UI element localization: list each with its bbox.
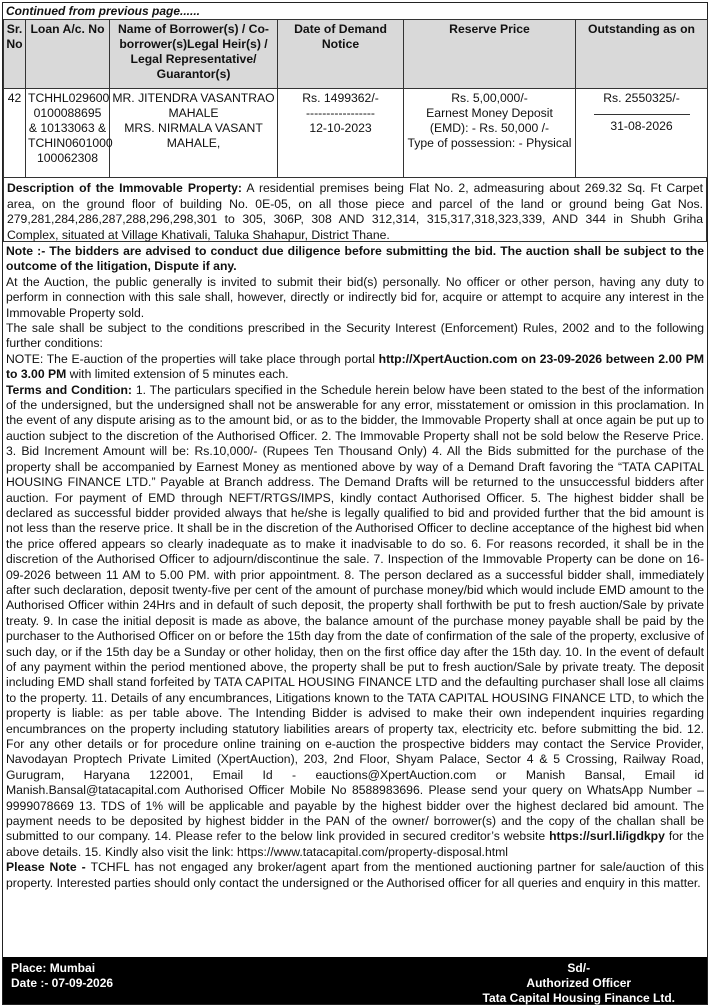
please-note-label: Please Note - xyxy=(6,860,91,875)
term-5: 5. The highest bidder shall be declared as successful bidder provided always that he/she is legally qualified to bid and provided further that the bid amount is not less than the reserve price. It shall be in the discretion of the Authorised Officer to decline acceptance of the highest bid when the price offered appears so clearly inadequate as to make it inadvisable to do so. xyxy=(6,490,704,551)
sd: Sd/- xyxy=(567,961,591,975)
header-loan: Loan A/c. No xyxy=(26,20,110,89)
auction-notice xyxy=(2,2,708,1005)
place: Place: Mumbai xyxy=(11,961,96,975)
terms-label: Terms and Condition: xyxy=(6,382,136,397)
term-14-prefix: 14. Please refer to the below link provided in secured creditor’s website xyxy=(154,829,550,844)
please-note xyxy=(6,860,704,891)
cell-demand xyxy=(278,89,404,178)
term-10: 10. In the event of default of any payment within the period mentioned above, the property shall be put to fresh auction/Sale by private treaty. The deposit including EMD shall stand forfeited by TATA CAPITAL HOUSING FINANCE LTD and the defaulting purchaser shall lose all claims to the property. xyxy=(6,644,704,705)
header-reserve: Reserve Price xyxy=(404,20,576,89)
due-diligence-note: Note :- The bidders are advised to conduct due diligence before submitting the bid. The auction shall be subject to the outcome of the litigation, Dispute if any. xyxy=(6,244,704,274)
demand-date: 12-10-2023 xyxy=(309,121,372,135)
eauction-suffix: with limited extension of 5 minutes each. xyxy=(66,367,289,382)
eauction-portal: http://XpertAuction.com on 23-09-2026 between 2.00 PM to 3.00 PM xyxy=(6,351,704,382)
cell-outstanding xyxy=(576,89,708,178)
table-row xyxy=(4,89,708,178)
company-name: Tata Capital Housing Finance Ltd. xyxy=(482,991,675,1005)
footer-right xyxy=(483,961,675,1006)
term-6: 6. For reasons recorded, it shall be in the discretion of the Authorised Officer to adjourn/discontinue the sale. xyxy=(6,536,704,567)
header-outstanding: Outstanding as on xyxy=(576,20,708,89)
schedule-table xyxy=(3,19,708,178)
eauction-note xyxy=(6,352,704,383)
demand-amount: Rs. 1499362/- xyxy=(302,91,379,105)
cell-reserve xyxy=(404,89,576,178)
cell-borrower xyxy=(110,89,278,178)
term-9: 9. In case the initial deposit is made as above, the balance amount of the purchase money payable shall be paid by the purchaser to the Authorised Officer on or before the 15th day from the date of confirmation of the sale of the property, exclusive of such day, or if the 15th day be a Sunday or other holiday, then on the first office day after the 15th day. xyxy=(6,613,704,659)
table-header-row xyxy=(4,20,708,89)
term-7: 7. Inspection of the Immovable Property can be done on 16-09-2026 between 11 AM to 5.00 PM. with prior appointment. xyxy=(6,552,705,582)
term-14-link[interactable]: https://surl.li/igdkpy xyxy=(549,829,665,844)
continued-label: Continued from previous page...... xyxy=(6,4,201,18)
demand-separator: ----------------- xyxy=(306,106,375,120)
term-15: 15. Kindly also visit the link: https://www.tatacapital.com/property-disposal.html xyxy=(84,844,508,859)
date: Date :- 07-09-2026 xyxy=(11,976,114,990)
please-note-text: TCHFL has not engaged any broker/agent apart from the mentioned auctioning partner for sale/auction of this property. Interested parties should only contact the undersigned or the Authorised officer for all queries and enquiry in this matter. xyxy=(6,860,704,890)
outstanding-date: 31-08-2026 xyxy=(610,119,673,133)
term-4: 4. All the Bids submitted for the purchase of the property shall be accompanied by Earnest Money as mentioned above by way of a Demand Draft favoring the “TATA CAPITAL HOUSING FINANCE LTD.” Payable at Branch address. The Demand Drafts will be returned to the unsuccessful bidders after auction. For payment of EMD through NEFT/RTGS/IMPS, kindly contact Authorised Officer. xyxy=(6,444,704,505)
term-2: 2. The Immovable Property shall not be sold below the Reserve Price. xyxy=(321,428,704,443)
term-13: 13. TDS of 1% will be applicable and payable by the highest bidder over the highest declared bid amount. The payment needs to be deposited by highest bidder in the PAN of the owner/ borrower(s) and the copy of the challan shall be submitted to our company. xyxy=(6,798,704,844)
cell-loan: TCHHL029600 0100088695 & 10133063 & TCHIN0601000 100062308 xyxy=(26,89,110,178)
outstanding-amount: Rs. 2550325/- xyxy=(603,91,680,105)
term-14-suffix: for the above details. xyxy=(6,829,705,859)
term-12: 12. For any other details or for procedure online training on e-auction the prospective bidders may contact the Service Provider, Navodayan Proptech Private Limited (XpertAuction), 203, 2nd Floor, Shyam Palace, Sector 4 & 5 Crossing, Railway Road, Gurugram, Haryana 122001, Email Id - eauctions@XpertAuction.com or Manish Bansal, Email id Manish.Bansal@tatacapital.com Authorised Officer Mobile No 8588983696. Please send your query on WhatsApp Number – 9999078669 xyxy=(6,721,704,813)
term-11: 11. Details of any encumbrances, Litigations known to the TATA CAPITAL HOUSING FINANCE LTD, to which the property is liable: as per table above. The Intending Bidder is advised to make their own independent inquiries regarding encumbrances on the property including statutory liabilities arears of property tax, electricity etc. before submitting the bid. xyxy=(6,690,704,736)
cell-sr: 42 xyxy=(4,89,26,178)
signature-footer xyxy=(3,957,707,1004)
outstanding-underline xyxy=(594,108,690,115)
term-3: 3. Bid Increment Amount will be: Rs.10,000/- (Rupees Ten Thousand Only) xyxy=(6,444,433,459)
header-sr: Sr. No xyxy=(4,20,26,89)
notice-body xyxy=(3,242,707,891)
description-text: A residential premises being Flat No. 2, admeasuring about 269.32 Sq. Ft Carpet area, on the ground floor of building No. 0E-05, on all those piece and parcel of the land or ground being Gat Nos. 279,281,284,286,287,288,296,298,301 to 305, 306P, 308 AND 312,314, 315,317,318,323,339, AND 344 in Shubh Griha Complex, situated at Village Khativali, Taluka Shahapur, District Thane. xyxy=(7,181,704,242)
term-8: 8. The person declared as a successful bidder shall, immediately after such declaration, deposit twenty-five per cent of the amount of purchase money/bid which would include EMD amount to the Authorised Officer within 24Hrs and in default of such deposit, the property shall forthwith be put to fresh auction/Sale by private treaty. xyxy=(6,567,704,628)
eauction-prefix: NOTE: The E-auction of the properties will take place through portal xyxy=(6,351,379,366)
borrower-1: MR. JITENDRA VASANTRAO MAHALE xyxy=(112,91,275,120)
borrower-2: MRS. NIRMALA VASANT MAHALE, xyxy=(124,121,263,150)
emd-amount: Earnest Money Deposit (EMD): - Rs. 50,000 /- xyxy=(426,106,553,135)
authorized-officer: Authorized Officer xyxy=(526,976,632,990)
possession-type: Type of possession: - Physical xyxy=(407,136,572,150)
conditions-paragraph: The sale shall be subject to the conditions prescribed in the Security Interest (Enforcement) Rules, 2002 and to the following further conditions: xyxy=(6,321,704,351)
header-demand: Date of Demand Notice xyxy=(278,20,404,89)
description-label: Description of the Immovable Property: xyxy=(7,181,242,195)
reserve-price: Rs. 5,00,000/- xyxy=(451,91,528,105)
footer-left xyxy=(11,961,113,991)
property-description xyxy=(3,178,707,242)
header-borrower: Name of Borrower(s) / Co-borrower(s)Legal Heir(s) / Legal Representative/ Guarantor(s) xyxy=(110,20,278,89)
term-1: 1. The particulars specified in the Schedule herein below have been stated to the best of the information of the undersigned, but the undersigned shall not be answerable for any error, misstatement or omission in this proclamation. In the event of any dispute arising as to the amount bid, or as to the bidder, the Immovable Property shall at once again be put up to auction subject to the discretion of the Authorised Officer. xyxy=(6,382,704,443)
terms-and-conditions xyxy=(6,383,704,861)
auction-paragraph: At the Auction, the public generally is invited to submit their bid(s) personally. No officer or other person, having any duty to perform in connection with this sale shall, however, directly or indirectly bid for, acquire or attempt to acquire any interest in the Immovable Property sold. xyxy=(6,274,704,320)
